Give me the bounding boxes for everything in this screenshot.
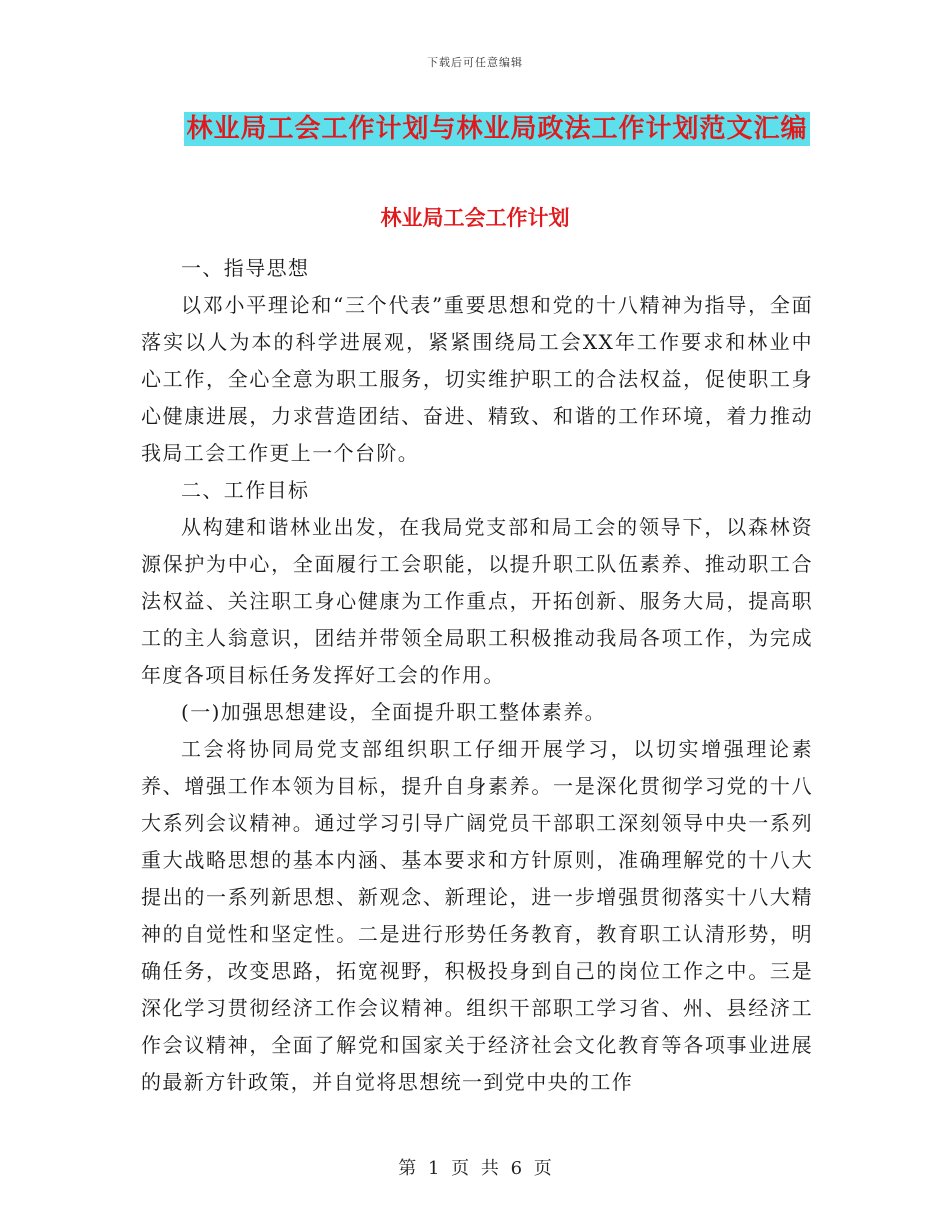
page-header-note: 下载后可任意编辑 [427,56,523,69]
subheading-ideological-construction: (一)加强思想建设，全面提升职工整体素养。 [181,700,607,724]
section-title: 林业局工会工作计划 [380,206,570,230]
page-number-footer: 第 1 页 共 6 页 [398,1158,552,1179]
paragraph-guiding-ideology: 以邓小平理论和“三个代表”重要思想和党的十八精神为指导，全面落实以人为本的科学进展观，紧紧围绕局工会XX年工作要求和林业中心工作，全心全意为职工服务，切实维护职工的合法权益，促使职工身心健康进展，力求营造团结、奋进、精致、和谐的工作环境，着力推动我局工会工作更上一个台阶。 [141,293,813,465]
document-body [141,250,813,1101]
document-title-container [0,112,950,146]
heading-work-goals: 二、工作目标 [181,478,310,502]
document-title: 林业局工会工作计划与林业局政法工作计划范文汇编 [186,114,808,144]
paragraph-work-goals: 从构建和谐林业出发，在我局党支部和局工会的领导下，以森林资源保护为中心，全面履行工会职能，以提升职工队伍素养、推动职工合法权益、关注职工身心健康为工作重点，开拓创新、服务大局，提高职工的主人翁意识，团结并带领全局职工积极推动我局各项工作，为完成年度各项目标任务发挥好工会的作用。 [141,515,813,687]
heading-guiding-ideology: 一、指导思想 [181,256,310,280]
paragraph-ideological-construction: 工会将协同局党支部组织职工仔细开展学习，以切实增强理论素养、增强工作本领为目标，提升自身素养。一是深化贯彻学习党的十八大系列会议精神。通过学习引导广阔党员干部职工深刻领导中央一系列重大战略思想的基本内涵、基本要求和方针原则，准确理解党的十八大提出的一系列新思想、新观念、新理论，进一步增强贯彻落实十八大精神的自觉性和坚定性。二是进行形势任务教育，教育职工认清形势，明确任务，改变思路，拓宽视野，积极投身到自己的岗位工作之中。三是深化学习贯彻经济工作会议精神。组织干部职工学习省、州、县经济工作会议精神，全面了解党和国家关于经济社会文化教育等各项事业进展的最新方针政策，并自觉将思想统一到党中央的工作 [141,737,813,1094]
